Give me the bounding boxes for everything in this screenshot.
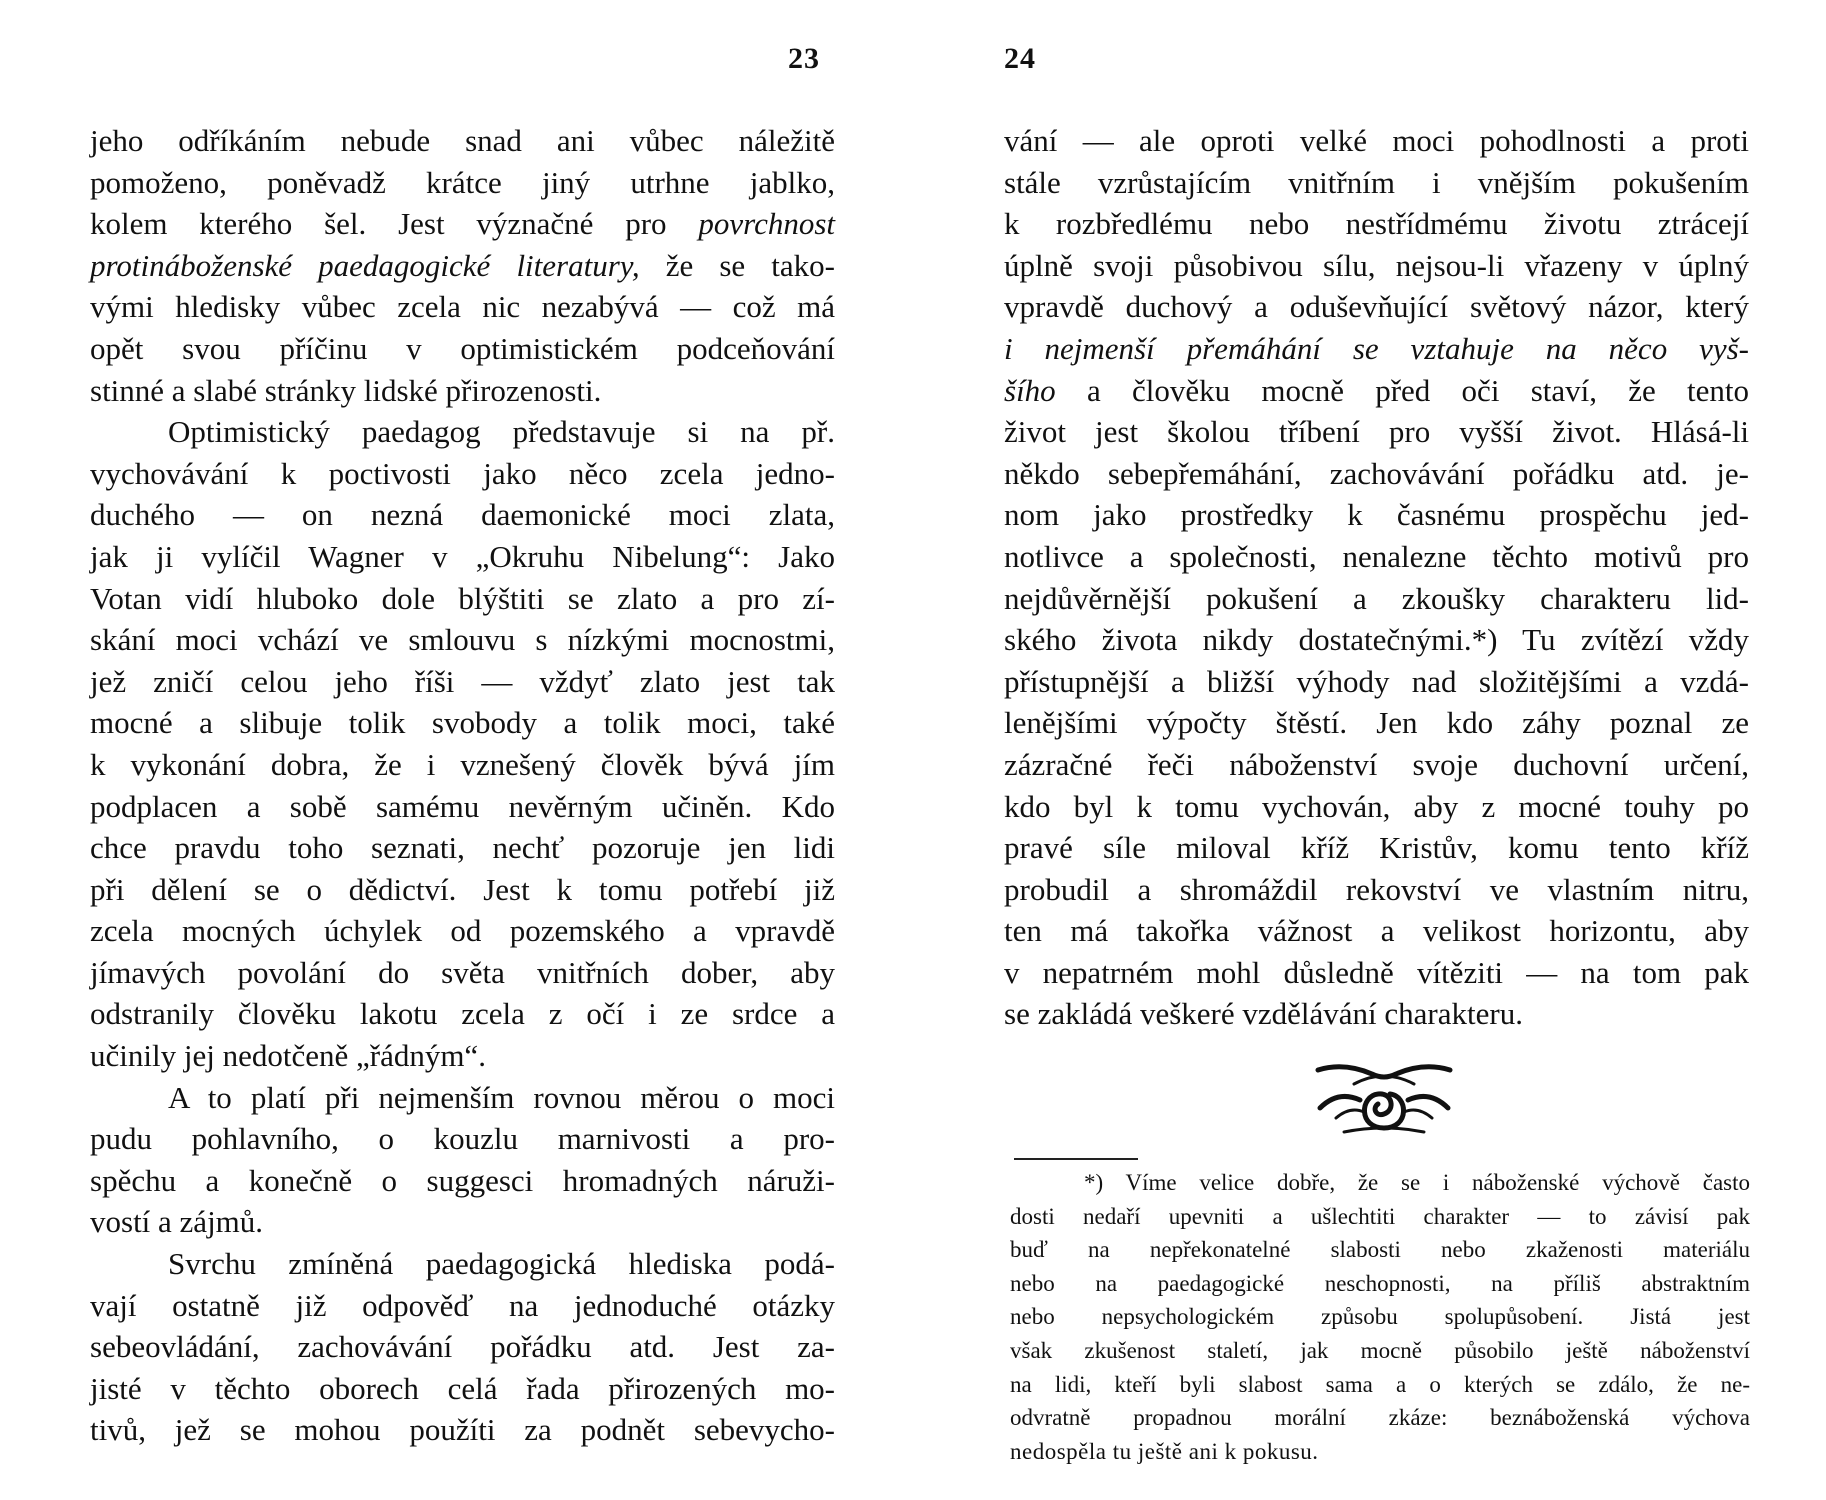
text-line xyxy=(1004,370,1749,412)
text-line: skání moci vchází ve smlouvu s nízkými mocnostmi, xyxy=(90,622,835,658)
text-line: pomoženo, poněvadž krátce jiný utrhne jablko, xyxy=(90,164,835,200)
footnote xyxy=(1010,1166,1750,1468)
text-line: při dělení se o dědictví. Jest k tomu potřebí již xyxy=(90,871,835,907)
ornament-icon xyxy=(1314,1060,1454,1138)
text-line: jak ji vylíčil Wagner v „Okruhu Nibelung“: Jako xyxy=(90,538,835,574)
text-line: tivů, jež se mohou použíti za podnět sebevycho- xyxy=(90,1412,835,1448)
text-line: vychovávání k poctivosti jako něco zcela jedno- xyxy=(90,455,835,491)
text-line: opět svou příčinu v optimistickém podceňování xyxy=(90,330,835,366)
footnote-line: odvratně propadnou morální zkáze: beznáboženská výchova xyxy=(1010,1405,1750,1431)
text-line: pravé síle miloval kříž Kristův, komu tento kříž xyxy=(1004,830,1749,866)
text-line: vání — ale oproti velké moci pohodlnosti a proti xyxy=(1004,123,1749,158)
text-line: přístupnější a bližší výhody nad složitějšími a vzdá- xyxy=(1004,663,1749,699)
footnote-divider xyxy=(1014,1158,1138,1160)
text-line: kdo byl k tomu vychován, aby z mocné touhy po xyxy=(1004,788,1749,824)
footnote-line: dosti nedaří upevniti a ušlechtiti charakter — to závisí pak xyxy=(1010,1203,1750,1229)
text-line: se zakládá veškeré vzdělávání charakteru. xyxy=(1004,996,1523,1032)
page-number: 24 xyxy=(1004,42,1036,75)
italic-phrase: protináboženské paedagogické literatury, xyxy=(90,247,640,283)
text-line: probudil a shromáždil rekovství ve vlastním nitru, xyxy=(1004,871,1749,907)
left-page-body xyxy=(90,120,835,1451)
text-run: kolem kterého šel. Jest význačné pro xyxy=(90,206,667,242)
text-line: Svrchu zmíněná paedagogická hlediska podá- xyxy=(168,1246,835,1282)
text-line: zcela mocných úchylek od pozemského a vpravdě xyxy=(90,913,835,949)
text-line: stále vzrůstajícím vnitřním i vnějším pokušením xyxy=(1004,164,1749,200)
text-line: Optimistický paedagog představuje si na př. xyxy=(168,414,835,450)
text-line xyxy=(90,245,835,287)
text-run: že se tako- xyxy=(639,247,835,283)
text-line: vpravdě duchový a oduševňující světový názor, který xyxy=(1004,289,1749,325)
text-line: život jest školou tříbení pro vyšší život. Hlásá-li xyxy=(1004,414,1749,450)
text-line: vými hledisky vůbec zcela nic nezabývá — což má xyxy=(90,289,835,325)
text-line: v nepatrném mohl důsledně vítěziti — na tom pak xyxy=(1004,954,1749,990)
text-line: jeho odříkáním nebude snad ani vůbec náležitě xyxy=(90,123,835,158)
footnote-line: buď na nepřekonatelné slabosti nebo zkaženosti materiálu xyxy=(1010,1237,1750,1263)
text-line: pudu pohlavního, o kouzlu marnivosti a pro- xyxy=(90,1121,835,1157)
text-line: notlivce a společnosti, nenalezne těchto motivů pro xyxy=(1004,538,1749,574)
text-line: nom jako prostředky k časnému prospěchu jed- xyxy=(1004,497,1749,533)
text-line: jímavých povolání do světa vnitřních dober, aby xyxy=(90,954,835,990)
text-line: ten má takořka vážnost a velikost horizontu, aby xyxy=(1004,913,1749,949)
italic-phrase: i nejmenší přemáhání se vztahuje na něco vyš- xyxy=(1004,330,1749,366)
text-line: mocné a slibuje tolik svobody a tolik moci, také xyxy=(90,705,835,741)
text-line: podplacen a sobě samému nevěrným učiněn. Kdo xyxy=(90,788,835,824)
footnote-line: *) Víme velice dobře, že se i náboženské výchově často xyxy=(1084,1170,1750,1195)
text-line: ského života nikdy dostatečnými.*) Tu zvítězí vždy xyxy=(1004,622,1749,658)
italic-phrase: povrchnost xyxy=(698,206,835,242)
text-line: vostí a zájmů. xyxy=(90,1204,264,1240)
text-run: a člověku mocně před oči staví, že tento xyxy=(1055,372,1749,408)
text-line: úplně svoji působivou sílu, nejsou-li vřazeny v úplný xyxy=(1004,247,1749,283)
italic-phrase: šího xyxy=(1004,372,1056,408)
text-line: lenějšími výpočty štěstí. Jen kdo záhy poznal ze xyxy=(1004,705,1749,741)
text-line: jež zničí celou jeho říši — vždyť zlato jest tak xyxy=(90,663,835,699)
text-line: jisté v těchto oborech celá řada přirozených mo- xyxy=(90,1370,835,1406)
text-line: chce pravdu toho seznati, nechť pozoruje jen lidi xyxy=(90,830,835,866)
text-line: někdo sebepřemáhání, zachovávání pořádku atd. je- xyxy=(1004,455,1749,491)
footnote-line: nebo nepsychologickém způsobu spolupůsobení. Jistá jest xyxy=(1010,1304,1750,1330)
text-line: učinily jej nedotčeně „řádným“. xyxy=(90,1038,486,1074)
text-line: duchého — on nezná daemonické moci zlata, xyxy=(90,497,835,533)
text-line xyxy=(90,203,835,245)
text-line: sebeovládání, zachovávání pořádku atd. Jest za- xyxy=(90,1329,835,1365)
text-line: odstranily člověku lakotu zcela z očí i ze srdce a xyxy=(90,996,835,1032)
text-line: nejdůvěrnější pokušení a zkoušky charakteru lid- xyxy=(1004,580,1749,616)
footnote-line: nebo na paedagogické neschopnosti, na příliš abstraktním xyxy=(1010,1270,1750,1296)
text-line: stinné a slabé stránky lidské přirozenosti. xyxy=(90,372,602,408)
text-line: vají ostatně již odpověď na jednoduché otázky xyxy=(90,1287,835,1323)
footnote-line: na lidi, kteří byli slabost sama a o kterých se zdálo, že ne- xyxy=(1010,1371,1750,1397)
footnote-line: však zkušenost staletí, jak mocně působilo ještě náboženství xyxy=(1010,1337,1750,1363)
text-line: k rozbředlému nebo nestřídmému životu ztrácejí xyxy=(1004,206,1749,242)
text-line: k vykonání dobra, že i vznešený člověk bývá jím xyxy=(90,746,835,782)
page-number: 23 xyxy=(788,42,820,75)
text-line: A to platí při nejmenším rovnou měrou o moci xyxy=(168,1079,835,1115)
footnote-line: nedospěla tu ještě ani k pokusu. xyxy=(1010,1438,1319,1464)
text-line: Votan vidí hluboko dole blýštiti se zlato a pro zí- xyxy=(90,580,835,616)
text-line: spěchu a konečně o suggesci hromadných náruži- xyxy=(90,1162,835,1198)
right-page-body xyxy=(1004,120,1749,1035)
text-line: zázračné řeči náboženství svoje duchovní určení, xyxy=(1004,746,1749,782)
